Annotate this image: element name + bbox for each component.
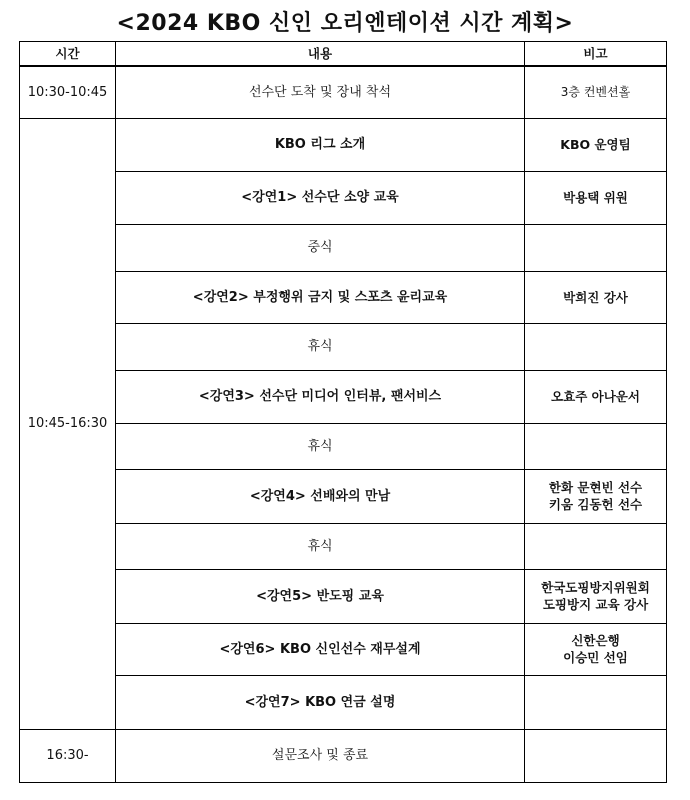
content-cell: KBO 리그 소개 <box>116 118 525 171</box>
table-row <box>20 370 667 423</box>
note-cell: 박희진 강사 <box>525 271 667 323</box>
content-cell: <강연7> KBO 연금 설명 <box>116 675 525 729</box>
table-row <box>20 675 667 729</box>
note-cell: 오효주 아나운서 <box>525 370 667 423</box>
table-row <box>20 171 667 224</box>
table-row <box>20 569 667 623</box>
content-cell: <강연6> KBO 신인선수 재무설계 <box>116 623 525 675</box>
note-cell <box>525 569 667 623</box>
table-row <box>20 729 667 782</box>
time-column-header: 시간 <box>20 42 116 67</box>
table-row <box>20 323 667 370</box>
table-row <box>20 423 667 469</box>
note-cell <box>525 623 667 675</box>
table-row <box>20 523 667 569</box>
note-cell: 3층 컨벤션홀 <box>525 66 667 118</box>
page-title: <2024 KBO 신인 오리엔테이션 시간 계획> <box>116 11 574 36</box>
note-cell <box>525 224 667 271</box>
content-cell: 휴식 <box>116 423 525 469</box>
schedule-table <box>19 41 667 783</box>
table-row <box>20 271 667 323</box>
table-row <box>20 469 667 523</box>
content-cell: <강연4> 선배와의 만남 <box>116 469 525 523</box>
note-cell <box>525 323 667 370</box>
time-cell: 10:30-10:45 <box>20 66 116 118</box>
content-cell: <강연2> 부정행위 금지 및 스포츠 윤리교육 <box>116 271 525 323</box>
table-row <box>20 66 667 118</box>
content-cell: 설문조사 및 종료 <box>116 729 525 782</box>
note-cell <box>525 729 667 782</box>
content-cell: 중식 <box>116 224 525 271</box>
note-line: 한화 문현빈 선수 <box>548 480 643 495</box>
note-line: 신한은행 <box>571 633 620 648</box>
content-cell: 휴식 <box>116 523 525 569</box>
note-line: 한국도핑방지위원회 <box>541 580 650 595</box>
note-cell <box>525 423 667 469</box>
note-cell: 박용택 위원 <box>525 171 667 224</box>
table-row <box>20 224 667 271</box>
note-cell <box>525 675 667 729</box>
note-cell <box>525 469 667 523</box>
content-cell: <강연1> 선수단 소양 교육 <box>116 171 525 224</box>
table-row <box>20 118 667 171</box>
table-row <box>20 623 667 675</box>
content-cell: 선수단 도착 및 장내 착석 <box>116 66 525 118</box>
note-line: 키움 김동헌 선수 <box>548 497 643 512</box>
note-column-header: 비고 <box>525 42 667 67</box>
table-header-row <box>20 42 667 67</box>
content-cell: 휴식 <box>116 323 525 370</box>
content-cell: <강연5> 반도핑 교육 <box>116 569 525 623</box>
content-cell: <강연3> 선수단 미디어 인터뷰, 팬서비스 <box>116 370 525 423</box>
note-cell: KBO 운영팀 <box>525 118 667 171</box>
note-line: 도핑방지 교육 강사 <box>542 597 649 612</box>
note-cell <box>525 523 667 569</box>
content-column-header: 내용 <box>116 42 525 67</box>
note-line: 이승민 선임 <box>563 650 628 665</box>
time-cell: 10:45-16:30 <box>20 118 116 729</box>
time-cell: 16:30- <box>20 729 116 782</box>
